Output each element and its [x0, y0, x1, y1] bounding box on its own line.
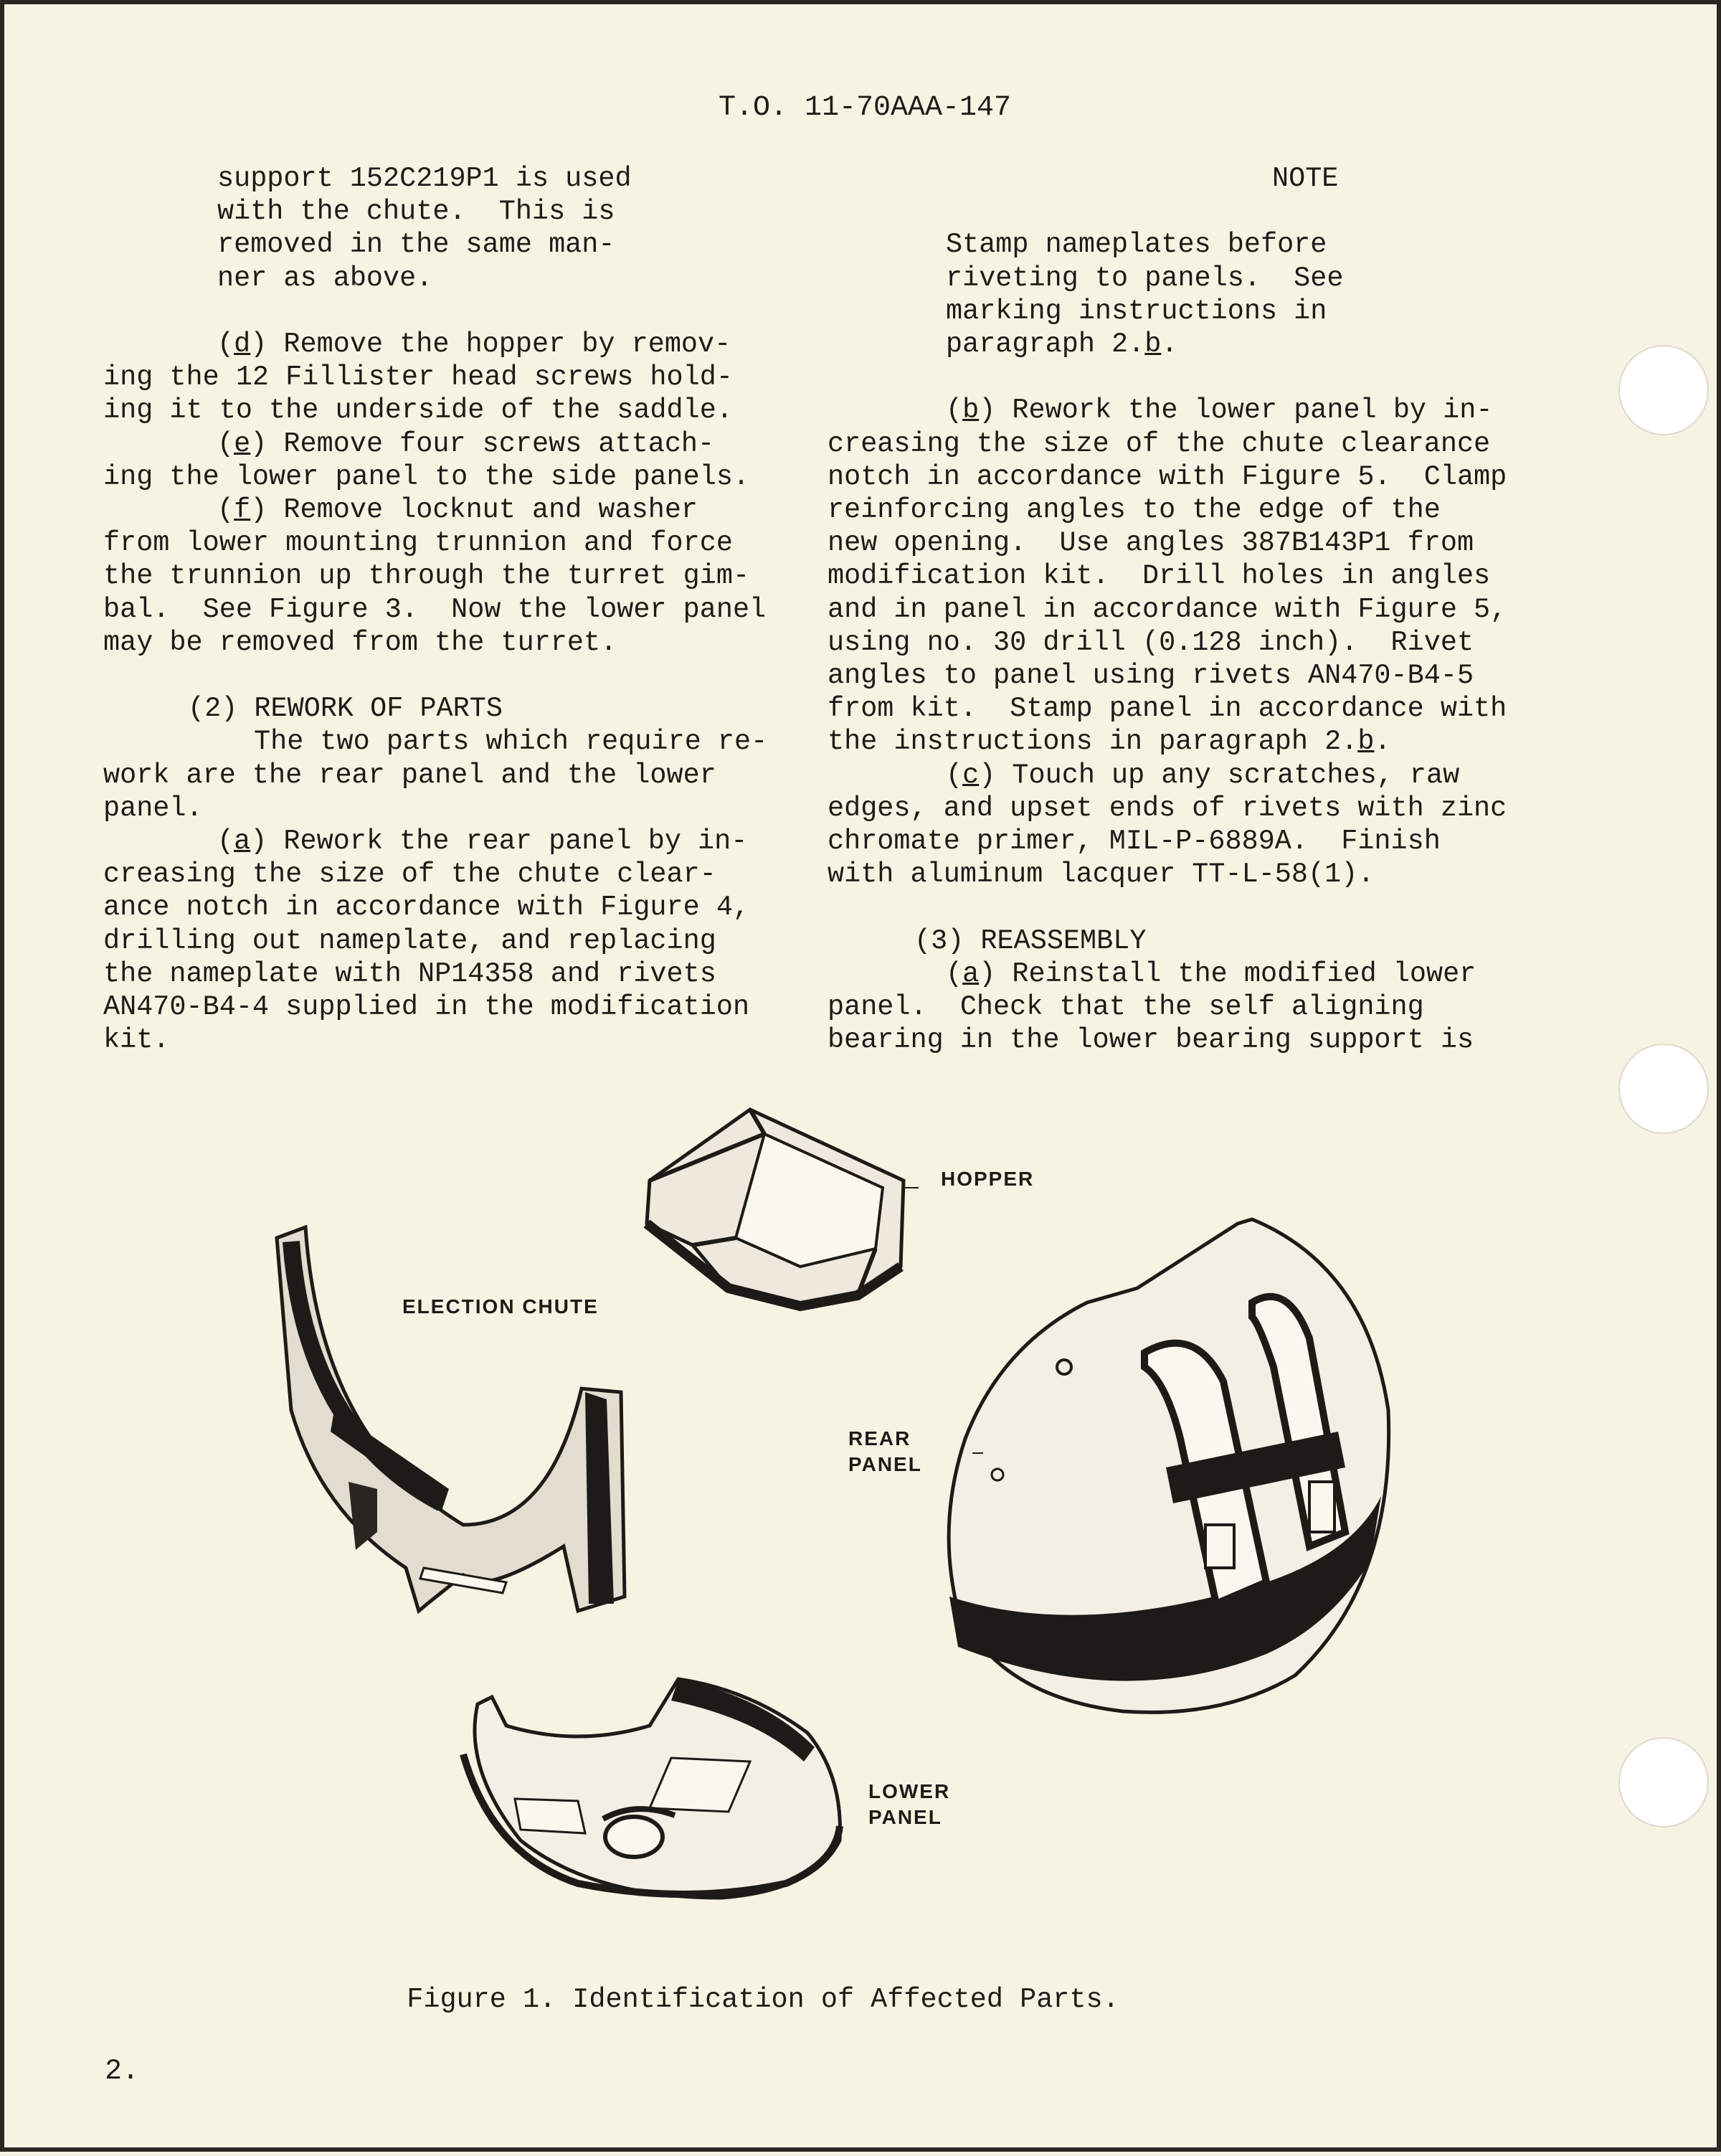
lower-panel-illustration — [463, 1679, 840, 1898]
election-chute-label: ELECTION CHUTE — [402, 1295, 599, 1318]
text-line: creasing the size of the chute clearance — [828, 427, 1491, 460]
hopper-illustration — [647, 1110, 904, 1306]
text-line: and in panel in accordance with Figure 5, — [828, 593, 1507, 625]
rear-panel-illustration — [949, 1219, 1389, 1712]
text-line: reinforcing angles to the edge of the — [828, 494, 1441, 526]
text-line: bal. See Figure 3. Now the lower panel — [103, 593, 767, 625]
text-line: (3) REASSEMBLY — [914, 925, 1147, 957]
rear-panel-label-line: PANEL — [848, 1453, 922, 1475]
text-line: ing it to the underside of the saddle. — [103, 394, 733, 427]
text-line: (e) Remove four screws attach- — [217, 427, 715, 460]
text-line: (c) Touch up any scratches, raw — [946, 759, 1460, 791]
text-line: Stamp nameplates before — [946, 229, 1327, 261]
text-line: support 152C219P1 is used — [217, 163, 632, 194]
text-line: marking instructions in — [946, 295, 1327, 327]
text-line: kit. — [103, 1024, 170, 1056]
text-line: chromate primer, MIL-P-6889A. Finish — [828, 826, 1441, 857]
text-line: work are the rear panel and the lower — [103, 759, 716, 791]
text-line: ance notch in accordance with Figure 4, — [103, 892, 750, 924]
text-line: (2) REWORK OF PARTS — [188, 693, 503, 725]
text-line: the nameplate with NP14358 and rivets — [103, 958, 716, 990]
text-line: removed in the same man- — [217, 229, 615, 261]
text-line: (b) Rework the lower panel by in- — [946, 394, 1493, 427]
text-line: NOTE — [1272, 163, 1339, 194]
text-line: ing the 12 Fillister head screws hold- — [103, 361, 733, 394]
text-line: panel. — [103, 792, 203, 824]
text-line: from kit. Stamp panel in accordance with — [828, 693, 1507, 725]
text-line: may be removed from the turret. — [103, 626, 617, 658]
text-line: (f) Remove locknut and washer — [217, 494, 698, 526]
text-line: ner as above. — [217, 262, 433, 294]
text-line: notch in accordance with Figure 5. Clamp — [828, 460, 1507, 493]
text-line: drilling out nameplate, and replacing — [103, 925, 716, 957]
text-line: with the chute. This is — [217, 196, 615, 228]
text-line: with aluminum lacquer TT-L-58(1). — [828, 859, 1375, 891]
text-line: edges, and upset ends of rivets with zinc — [828, 792, 1507, 824]
text-line: AN470-B4-4 supplied in the modification — [103, 991, 750, 1023]
figure-caption: Figure 1. Identification of Affected Parts. — [407, 1984, 1119, 2015]
text-line: (a) Reinstall the modified lower — [946, 958, 1476, 990]
text-line: angles to panel using rivets AN470-B4-5 — [828, 660, 1474, 691]
text-line: (a) Rework the rear panel by in- — [217, 826, 748, 857]
text-line: using no. 30 drill (0.128 inch). Rivet — [828, 626, 1474, 658]
text-line: (d) Remove the hopper by remov- — [217, 328, 731, 360]
figure-illustration — [4, 4, 1721, 2156]
text-line: ing the lower panel to the side panels. — [103, 460, 750, 493]
text-line: paragraph 2.b. — [946, 328, 1178, 360]
text-line: the instructions in paragraph 2.b. — [828, 726, 1391, 758]
ejection-chute-illustration — [277, 1227, 625, 1611]
text-line: the trunnion up through the turret gim- — [103, 560, 750, 592]
text-line: from lower mounting trunnion and force — [103, 527, 733, 559]
lower-panel-label — [868, 1779, 950, 1830]
text-line: panel. Check that the self aligning — [828, 991, 1424, 1023]
page-number: 2. — [105, 2056, 140, 2088]
document-number: T.O. 11-70AAA-147 — [718, 92, 1012, 124]
text-line: new opening. Use angles 387B143P1 from — [828, 527, 1474, 559]
text-line: bearing in the lower bearing support is — [828, 1024, 1474, 1056]
text-line: riveting to panels. See — [946, 262, 1344, 294]
text-line: creasing the size of the chute clear- — [103, 859, 716, 891]
rear-panel-label-line: REAR — [848, 1427, 911, 1450]
text-line: modification kit. Drill holes in angles — [828, 560, 1491, 592]
lower-panel-label-line: PANEL — [868, 1806, 942, 1828]
hopper-label: HOPPER — [941, 1168, 1035, 1190]
rear-panel-label — [848, 1426, 922, 1477]
text-line: The two parts which require re- — [254, 726, 768, 758]
lower-panel-label-line: LOWER — [868, 1780, 951, 1802]
